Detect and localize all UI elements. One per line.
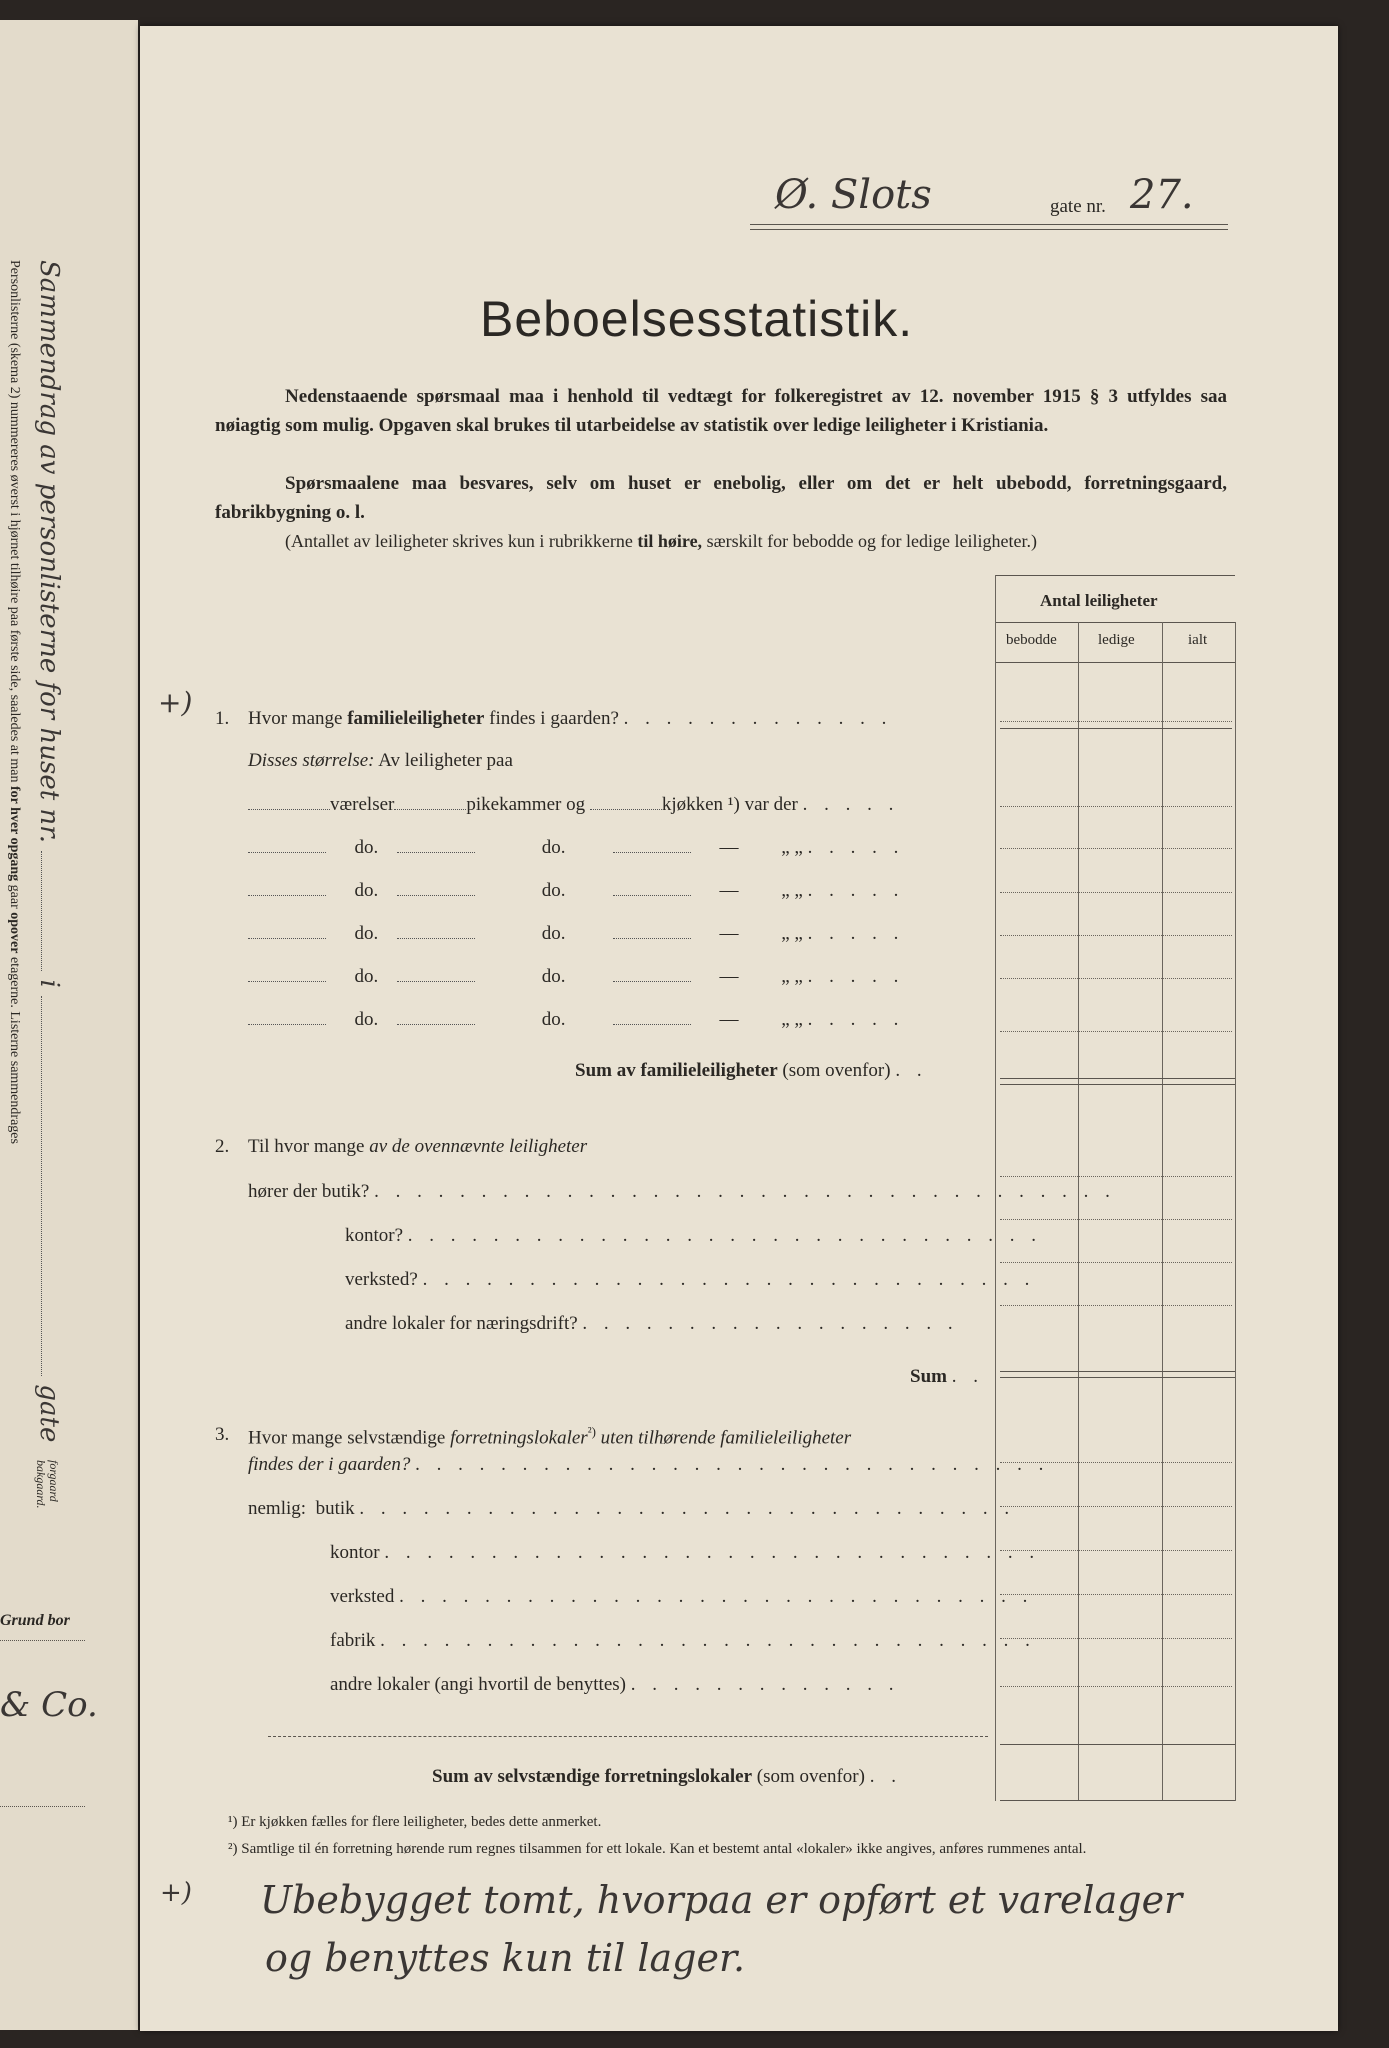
q1-size-line (248, 750, 513, 772)
q1-text-bold: familieleiligheter (347, 708, 485, 729)
grid-row-sum1b (1000, 1084, 1235, 1085)
ditto-label: „ „ (781, 923, 803, 944)
table-heading-line (995, 622, 1235, 623)
do-label: do. (541, 1009, 566, 1030)
grid-row (1000, 892, 1232, 893)
q1-do-row: do. do. — „ „ . . . . . (248, 923, 904, 945)
q1-text-b: findes i gaarden? (489, 708, 619, 729)
footnote-2: ²) Samtlige til én forretning hørende rum regnes tilsammen for ett lokale. Kan et bestemt antal «lokaler» ikke angives, anføres rummenes antal. (228, 1841, 1087, 1857)
ditto-label: „ „ (781, 1009, 803, 1030)
sidebar-title-text: Sammendrag av personlisterne for huset nr. (34, 260, 64, 844)
ditto-label: „ „ (781, 966, 803, 987)
grid-col-2 (1162, 622, 1163, 1801)
q1-do-row: do. do. — „ „ . . . . . (248, 880, 904, 902)
q3-verksted-label: verksted (330, 1586, 395, 1607)
intro-p3-a: (Antallet av leiligheter skrives kun i rubrikkerne (285, 531, 633, 551)
grid-col-right (1235, 622, 1236, 1801)
ditto-label: „ „ (781, 837, 803, 858)
do-label: do. (354, 880, 379, 901)
q1-sum-a: Sum av (575, 1060, 636, 1081)
dash-label: — (719, 923, 739, 944)
grid-row (1000, 1219, 1232, 1220)
q3-line2-text: findes der i gaarden? (248, 1454, 411, 1475)
grid-row (1000, 721, 1232, 722)
q1-dots: . . . . . . . . . . . . . (623, 708, 893, 729)
table-heading: Antal leiligheter (1040, 591, 1158, 610)
q3-nemlig: nemlig: (248, 1498, 307, 1519)
street-name-handwritten: Ø. Slots (775, 172, 932, 218)
dash-label: — (719, 966, 739, 987)
grid-row (1000, 1262, 1232, 1263)
street-underline (750, 224, 1228, 225)
q1-sum-b: (som ovenfor) (782, 1060, 891, 1081)
q2-butik-label: hører der butik? (248, 1181, 370, 1202)
sidebar-grund: Grund bor (0, 1612, 70, 1629)
q3-sum-a: Sum av selvstændige forretningslokaler (432, 1766, 753, 1787)
q2-number: 2. (215, 1136, 230, 1157)
note-line-2: og benyttes kun til lager. (265, 1936, 746, 1980)
q3-sum (432, 1766, 902, 1788)
q3-butik: nemlig: butik . . . . . . . . . . . . . . . . . . . . . . . . . . . . . . . (248, 1498, 1016, 1519)
sidebar-note-bold2: opover (7, 912, 22, 954)
sidebar-note (6, 260, 22, 1144)
grid-row (1000, 1506, 1232, 1507)
q1-rooms-line (248, 794, 899, 816)
q3-sup: ²) (587, 1424, 596, 1439)
grid-row (1000, 1686, 1232, 1687)
q1-size-label: Disses størrelse: (248, 750, 375, 771)
intro-p3-b: særskilt for bebodde og for ledige leiligheter.) (706, 531, 1037, 551)
q3-text-a: Hvor mange selvstændige (248, 1427, 446, 1449)
q3-kontor-label: kontor (330, 1542, 380, 1563)
do-label: do. (541, 837, 566, 858)
sidebar-note-text: Personlisterne (skema 2) nummereres øverst i hjørnet tilhøire paa første side, saaledes at man (7, 260, 22, 783)
sidebar-title-end: i (34, 979, 64, 988)
q2-butik: hører der butik? . . . . . . . . . . . . . . . . . . . . . . . . . . . . . . . . . . . (248, 1181, 1116, 1202)
grid-row-sum1 (1000, 1078, 1235, 1079)
q2-kontor-label: kontor? (345, 1225, 404, 1246)
dash-label: — (719, 1009, 739, 1030)
sidebar-note-end: etagerne. Listerne sammendrages (7, 956, 22, 1144)
q3-fabrik: fabrik . . . . . . . . . . . . . . . . . . . . . . . . . . . . . . . (330, 1630, 1036, 1651)
form-page (140, 26, 1338, 2031)
intro-paragraph-1: Nedenstaaende spørsmaal maa i henhold til vedtægt for folkeregistret av 12. november 1915 § 3 utfyldes saa nøiagtig som mulig. Opgaven skal brukes til utarbeidelse av statistik over ledige leiligheter i Kristiania. (215, 386, 1227, 436)
do-label: do. (541, 880, 566, 901)
q1-number: 1. (215, 708, 230, 729)
grid-row-sum3 (1000, 1744, 1235, 1745)
sidebar-title (34, 260, 64, 1442)
sidebar-bottom-line (0, 1806, 85, 1807)
grid-row-sum2 (1000, 1371, 1235, 1372)
table-columns-line (995, 662, 1235, 663)
q3-butik-label: butik (315, 1498, 355, 1519)
q2-text (248, 1136, 587, 1158)
grid-row (1000, 1176, 1232, 1177)
rooms-blank (248, 809, 330, 810)
q1-mark: +) (158, 686, 193, 719)
house-number-handwritten: 27. (1130, 172, 1194, 218)
note-mark: +) (160, 1878, 192, 1908)
q1-text-a: Hvor mange (248, 708, 343, 729)
q3-andre-label: andre lokaler (angi hvortil de benyttes) (330, 1674, 626, 1695)
q3-text-italic2: uten tilhørende familieleiligheter (600, 1427, 852, 1449)
q2-text-a: Til hvor mange (248, 1136, 365, 1157)
table-top-line (995, 575, 1235, 576)
q1-do-row: do. do. — „ „ . . . . . (248, 837, 904, 859)
grid-row (1000, 978, 1232, 979)
q3-number: 3. (215, 1424, 230, 1445)
do-label: do. (354, 966, 379, 987)
do-label: do. (541, 966, 566, 987)
grid-row (1000, 935, 1232, 936)
intro-paragraph-2: Spørsmaalene maa besvares, selv om huset er enebolig, eller om det er helt ubebodd, forretningsgaard, fabrikbygning o. l. (215, 473, 1227, 523)
q3-text-italic1: forretningslokaler (450, 1427, 588, 1449)
q3-verksted: verksted . . . . . . . . . . . . . . . . . . . . . . . . . . . . . . (330, 1586, 1034, 1607)
street-underline-2 (750, 229, 1228, 230)
sidebar-co: & Co. (0, 1685, 98, 1725)
grid-row (1000, 728, 1232, 729)
do-label: do. (354, 1009, 379, 1030)
q2-verksted-label: verksted? (345, 1269, 418, 1290)
q3-line2: findes der i gaarden? . . . . . . . . . . . . . . . . . . . . . . . . . . . . . . (248, 1454, 1050, 1475)
col-ialt: ialt (1188, 632, 1208, 648)
q3-fabrik-label: fabrik (330, 1630, 376, 1651)
intro-p3-bold: til høire, (637, 531, 703, 551)
grid-row (1000, 1305, 1232, 1306)
grid-row (1000, 848, 1232, 849)
q1-do-row: do. do. — „ „ . . . . . (248, 1009, 904, 1031)
q2-sum-label: Sum (910, 1366, 947, 1387)
intro-paragraph-3 (285, 527, 1037, 556)
q3-kontor: kontor . . . . . . . . . . . . . . . . . . . . . . . . . . . . . . . (330, 1542, 1041, 1563)
pikekammer-blank (394, 809, 466, 810)
q1-sum (575, 1060, 928, 1082)
q1-text (248, 708, 892, 730)
grid-row (1000, 1594, 1232, 1595)
sidebar-note-bold1: for hver opgang (7, 786, 22, 882)
q2-andre: andre lokaler for næringsdrift? . . . . . . . . . . . . . . . . . . (345, 1313, 959, 1334)
do-label: do. (541, 923, 566, 944)
dash-label: — (719, 880, 739, 901)
q1-sum-bold: familieleiligheter (640, 1060, 778, 1081)
grid-row (1000, 806, 1232, 807)
q3-text (248, 1424, 851, 1449)
sidebar-street-blank (41, 996, 42, 1376)
q2-text-italic: av de ovennævnte leiligheter (369, 1136, 588, 1157)
page-title: Beboelsesstatistik. (480, 291, 914, 347)
q1-rooms-dots: . . . . . (802, 794, 900, 815)
q1-do-row: do. do. — „ „ . . . . . (248, 966, 904, 988)
sidebar-note-mid: gaar (7, 884, 22, 909)
q1-pikekammer: pikekammer og (466, 794, 586, 815)
kjokken-blank (590, 809, 662, 810)
grid-col-1 (1078, 622, 1079, 1801)
sidebar-bakgaard: bakgaard. (34, 1460, 48, 1509)
left-page-strip (0, 20, 138, 2030)
note-line-1: Ubebygget tomt, hvorpaa er opført et varelager (260, 1878, 1183, 1922)
grid-row-sum2b (1000, 1377, 1235, 1378)
do-label: do. (354, 923, 379, 944)
sidebar-number-blank (41, 851, 42, 971)
q2-verksted: verksted? . . . . . . . . . . . . . . . . . . . . . . . . . . . . . (345, 1269, 1036, 1290)
q3-sum-dots: . . (869, 1766, 902, 1787)
q3-andre: andre lokaler (angi hvortil de benyttes) . . . . . . . . . . . . . (330, 1674, 900, 1695)
q1-size-text: Av leiligheter paa (378, 750, 513, 771)
sidebar-grund-line (0, 1640, 85, 1641)
sidebar-forgaard: forgaard (47, 1460, 61, 1502)
grid-row (1000, 1031, 1232, 1032)
sidebar-gate: gate (34, 1384, 64, 1443)
ditto-label: „ „ (781, 880, 803, 901)
gate-nr-label: gate nr. (1050, 196, 1106, 217)
col-bebodde: bebodde (1006, 632, 1057, 648)
dash-label: — (719, 837, 739, 858)
col-ledige: ledige (1098, 632, 1135, 648)
sidebar-gaard-labels (34, 1460, 60, 1509)
q3-sum-b: (som ovenfor) (756, 1766, 865, 1787)
do-label: do. (354, 837, 379, 858)
q3-write-line (268, 1736, 988, 1737)
footnote-1: ¹) Er kjøkken fælles for flere leiligheter, bedes dette anmerket. (228, 1814, 602, 1830)
q1-sum-dots: . . (895, 1060, 928, 1081)
q1-kjokken: kjøkken ¹) var der (661, 794, 798, 815)
q1-vaerelser: værelser (330, 794, 395, 815)
q2-kontor: kontor? . . . . . . . . . . . . . . . . . . . . . . . . . . . . . . (345, 1225, 1043, 1246)
q2-sum: Sum . . (910, 1366, 984, 1387)
q2-andre-label: andre lokaler for næringsdrift? (345, 1313, 578, 1334)
grid-row-bottom (1000, 1800, 1235, 1801)
